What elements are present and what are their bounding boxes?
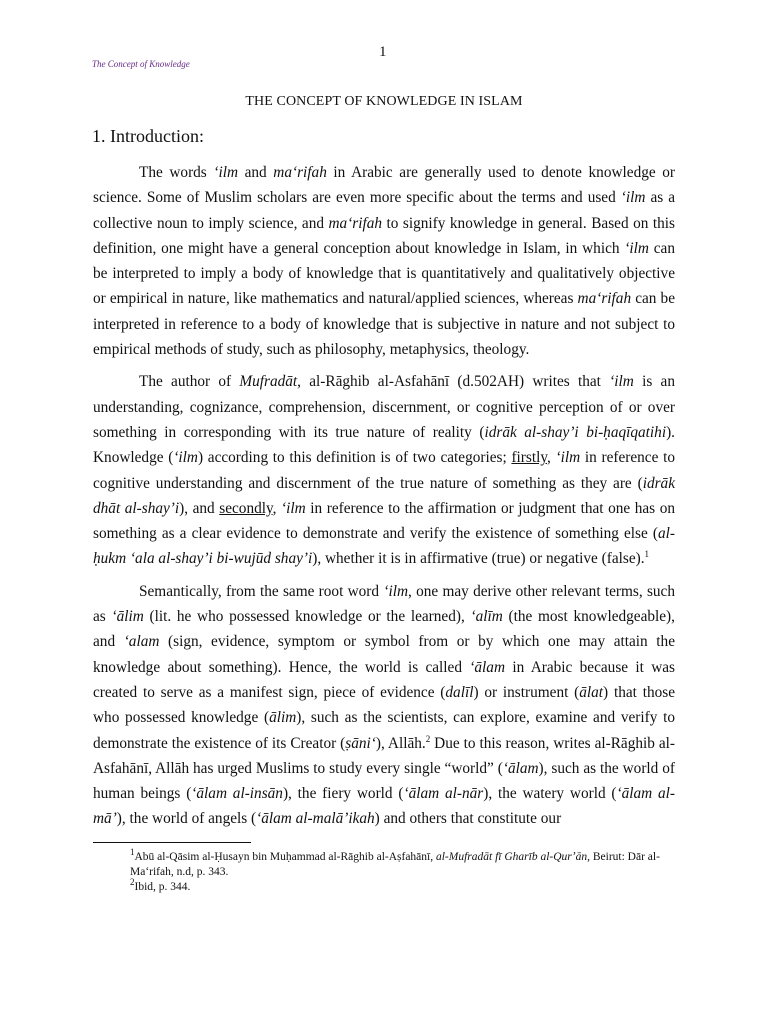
- page-number: 1: [379, 44, 387, 60]
- footnote-ref-2[interactable]: 2: [425, 733, 431, 744]
- footnote-2: $^2$Ibid, p. 344.: [130, 877, 191, 893]
- running-header: The Concept of Knowledge: [92, 59, 190, 69]
- document-title: THE CONCEPT OF KNOWLEDGE IN ISLAM: [245, 94, 523, 109]
- footnote-1: $^1$Abū al-Qāsim al-Ḥusayn bin Muḥammad al-Rāghib al-Aṣfahānī, al-Mufradāt fī Gharīb al-Qurʼān, Beirut: Dār al-Maʻrifah, n.d, p. 343.: [130, 847, 660, 878]
- paragraph-2: The author of Mufradāt, al-Rāghib al-Asfahānī (d.502AH) writes that ʻilm is an understanding, cognizance, comprehension, discernment, or cognitive perception of or over something in corresponding with its true nature of reality (idrāk al-shayʼi bi-ḥaqīqatihi). Knowledge (ʻilm) according to this definition is of two categories; firstly, ʻilm in reference to cognitive understanding and discernment of the true nature of something as they are (idrāk dhāt al-shayʼi), and secondly, ʻilm in reference to the affirmation or judgment that one has on something as a clear evidence to demonstrate and verify the existence of something else (al-ḥukm ʻala al-shayʼi bi-wujūd shayʼi), whether it is in affirmative (true) or negative (false).$^1$: [93, 373, 676, 568]
- footnote-ref-1[interactable]: 1: [644, 549, 650, 560]
- footnote-separator: [93, 842, 251, 843]
- footnotes: [130, 847, 675, 895]
- paragraph-1: The words ʻilm and maʻrifah in Arabic are generally used to denote knowledge or science. Some of Muslim scholars are even more specific about the terms and used ʻilm as a collective noun to imply science, and maʻrifah to signify knowledge in general. Based on this definition, one might have a general conception about knowledge in Islam, in which ʻilm can be interpreted to imply a body of knowledge that is quantitatively and qualitatively objective or empirical in nature, like mathematics and natural/applied sciences, whereas maʻrifah can be interpreted in reference to a body of knowledge that is subjective in nature and not subject to empirical methods of study, such as philosophy, metaphysics, theology.: [93, 164, 675, 359]
- body-text: [93, 160, 675, 832]
- section-heading: 1. Introduction:: [92, 126, 204, 146]
- paragraph-3: Semantically, from the same root word ʻilm, one may derive other relevant terms, such as ʻālim (lit. he who possessed knowledge or the learned), ʻalīm (the most knowledgeable), and ʻalam (sign, evidence, symptom or symbol from or by which one may attain the knowledge about something). Hence, the world is called ʻālam in Arabic because it was created to serve as a manifest sign, piece of evidence (dalīl) or instrument (ālat) that those who possessed knowledge (ālim), such as the scientists, can explore, examine and verify to demonstrate the existence of its Creator (ṣāniʻ), Allāh.$^2$ Due to this reason, writes al-Rāghib al-Asfahānī, Allāh has urged Muslims to study every single “world” (ʻālam), such as the world of human beings (ʻālam al-insān), the fiery world (ʻālam al-nār), the watery world (ʻālam al-māʼ), the world of angels (ʻālam al-malāʼikah) and others that constitute our: [93, 582, 675, 828]
